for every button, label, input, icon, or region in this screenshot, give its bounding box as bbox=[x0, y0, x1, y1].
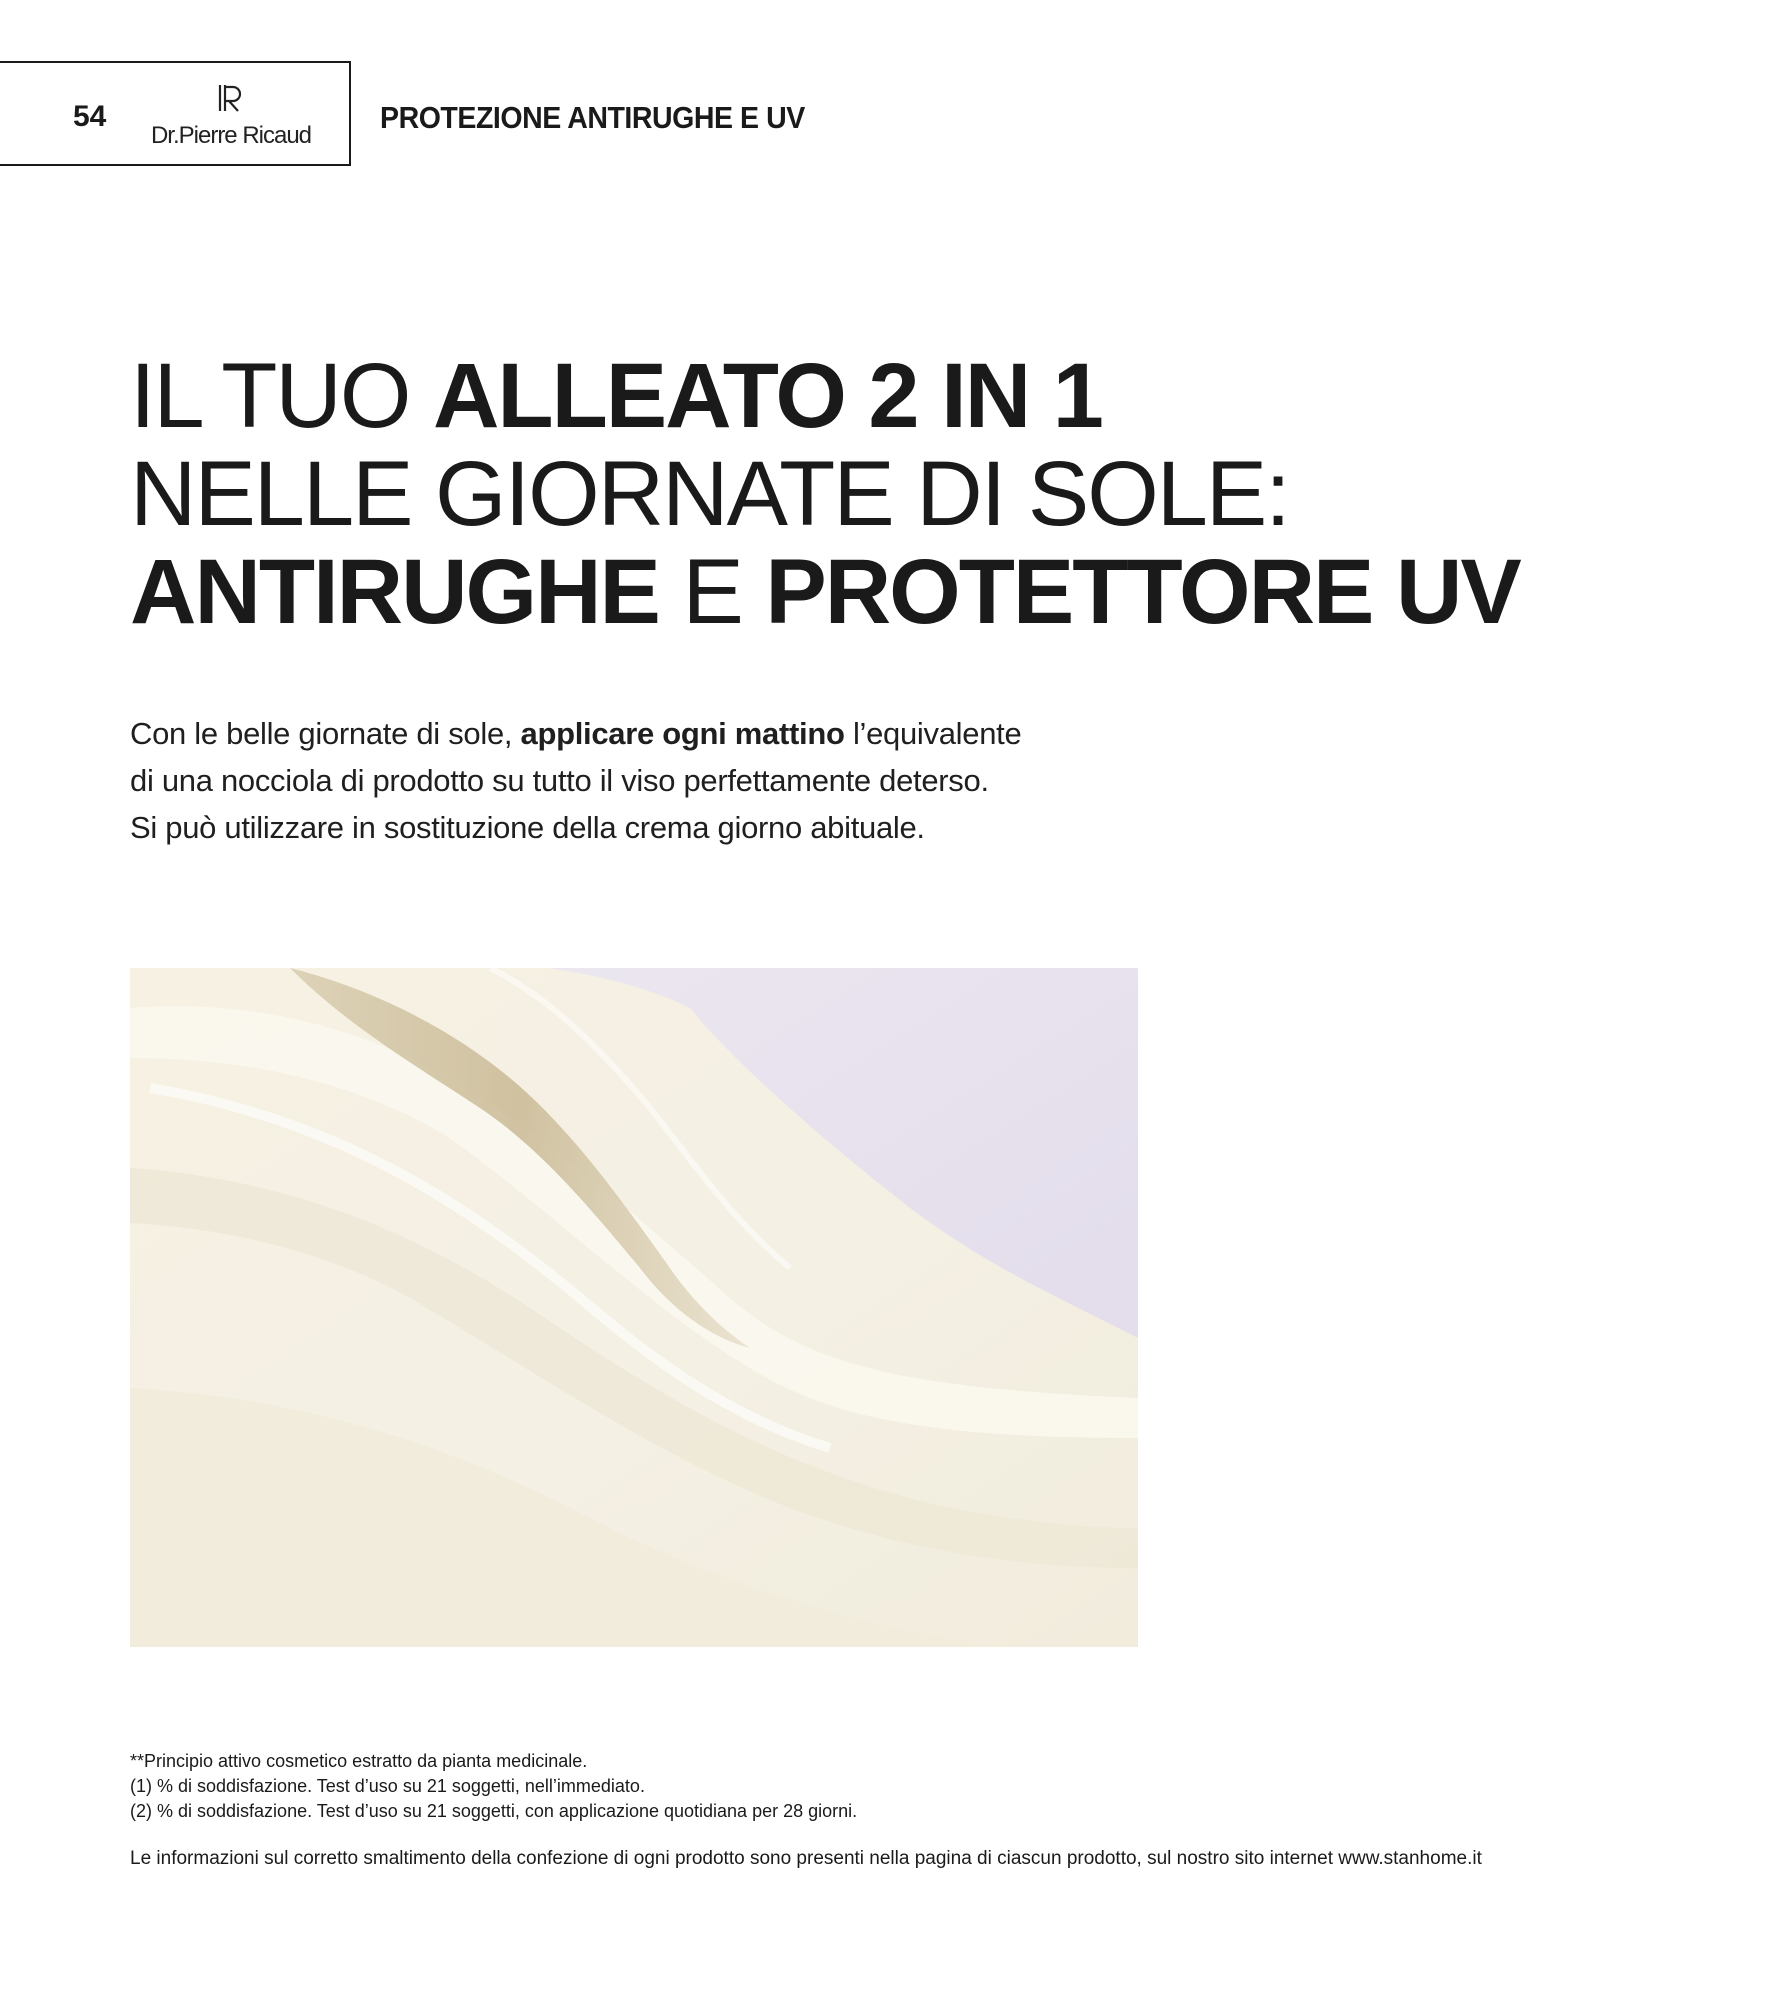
headline-line-2: NELLE GIORNATE DI SOLE: bbox=[130, 443, 1289, 545]
headline bbox=[130, 347, 1690, 641]
pr-monogram-icon bbox=[214, 82, 246, 114]
headline-line-1: IL TUO ALLEATO 2 IN 1 bbox=[130, 345, 1102, 447]
brand-logo bbox=[136, 82, 326, 152]
footnote: (2) % di soddisfazione. Test d’uso su 21 soggetti, con applicazione quotidiana per 28 giorni. bbox=[130, 1801, 858, 1821]
headline-line-3: ANTIRUGHE E PROTETTORE UV bbox=[130, 541, 1520, 643]
footnote: (1) % di soddisfazione. Test d’uso su 21 soggetti, nell’immediato. bbox=[130, 1776, 645, 1796]
brand-name: Dr.Pierre Ricaud bbox=[150, 122, 312, 149]
footnote: **Principio attivo cosmetico estratto da pianta medicinale. bbox=[130, 1751, 588, 1771]
disposal-info: Le informazioni sul corretto smaltimento della confezione di ogni prodotto sono presenti nella pagina di ciascun prodotto, sul nostro sito internet www.stanhome.it bbox=[130, 1848, 1482, 1869]
cream-texture-photo bbox=[130, 968, 1138, 1647]
footnotes bbox=[130, 1749, 1630, 1824]
section-title: PROTEZIONE ANTIRUGHE E UV bbox=[380, 100, 805, 135]
page-number: 54 bbox=[73, 100, 107, 133]
intro-paragraph: Con le belle giornate di sole, applicare ogni mattino l’equivalente di una nocciola di prodotto su tutto il viso perfettamente deterso. Si può utilizzare in sostituzione della crema giorno abituale. bbox=[130, 716, 1022, 845]
